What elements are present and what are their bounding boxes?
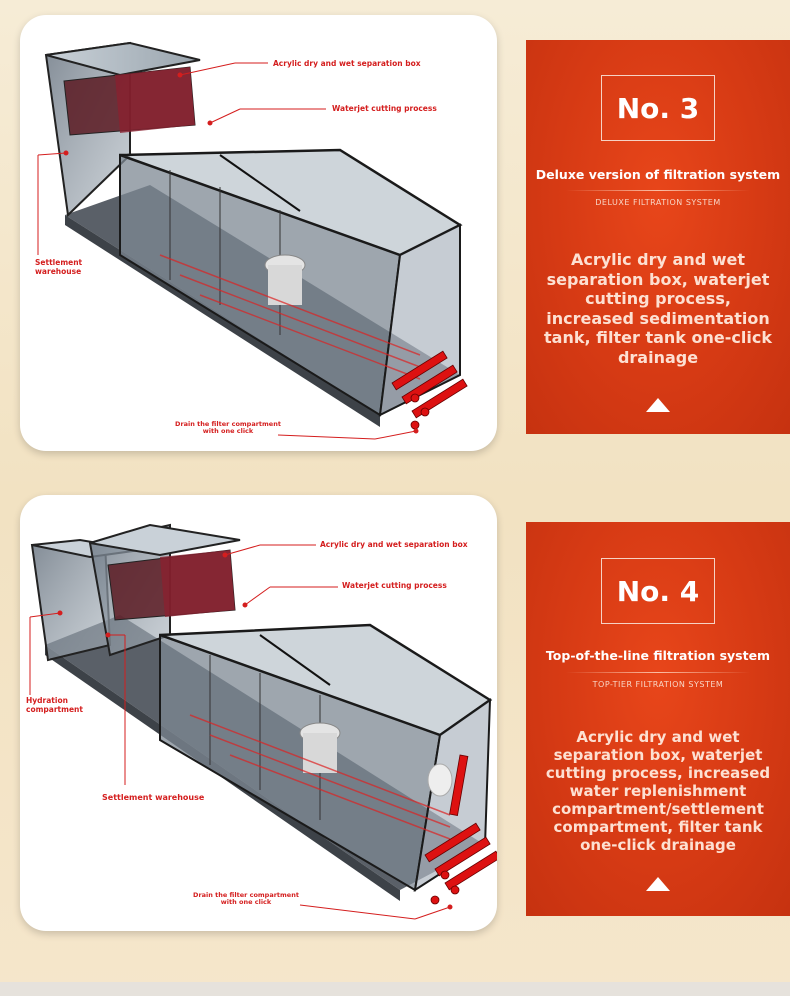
- settlement-label: Settlement warehouse: [35, 258, 83, 276]
- product-description: Acrylic dry and wet separation box, waterjet cutting process, increased water replenishment compartment/settlement compartment, filter tank one-click drainage: [545, 728, 771, 854]
- product-description: Acrylic dry and wet separation box, waterjet cutting process, increased sedimentation tank, filter tank one-click drainage: [544, 250, 772, 367]
- product-subtitle: TOP-TIER FILTRATION SYSTEM: [592, 680, 724, 689]
- settlement-label: Settlement warehouse: [102, 793, 205, 802]
- product-section-no3: [0, 15, 790, 455]
- separation-box-label: Acrylic dry and wet separation box: [273, 59, 421, 68]
- divider: [566, 672, 750, 673]
- product-title: Deluxe version of filtration system: [535, 167, 781, 182]
- product-image-card: [20, 15, 497, 451]
- triangle-up-icon: [646, 398, 670, 412]
- drain-label: Drain the filter compartment with one click: [175, 420, 281, 436]
- product-info-panel: [526, 522, 790, 916]
- hydration-label: Hydration compartment: [26, 696, 83, 714]
- product-info-panel: [526, 40, 790, 434]
- product-number: No. 3: [601, 75, 715, 141]
- product-number: No. 4: [601, 558, 715, 624]
- filter-tank-illustration: [20, 15, 497, 451]
- waterjet-label: Waterjet cutting process: [332, 104, 437, 113]
- product-section-no4: [0, 495, 790, 935]
- bottom-bar: [0, 982, 790, 996]
- product-image-card: [20, 495, 497, 931]
- separation-box-label: Acrylic dry and wet separation box: [320, 540, 468, 549]
- drain-label: Drain the filter compartment with one click: [193, 891, 299, 907]
- product-subtitle: DELUXE FILTRATION SYSTEM: [595, 198, 721, 207]
- waterjet-label: Waterjet cutting process: [342, 581, 447, 590]
- triangle-up-icon: [646, 877, 670, 891]
- product-title: Top-of-the-line filtration system: [545, 648, 771, 663]
- divider: [566, 190, 750, 191]
